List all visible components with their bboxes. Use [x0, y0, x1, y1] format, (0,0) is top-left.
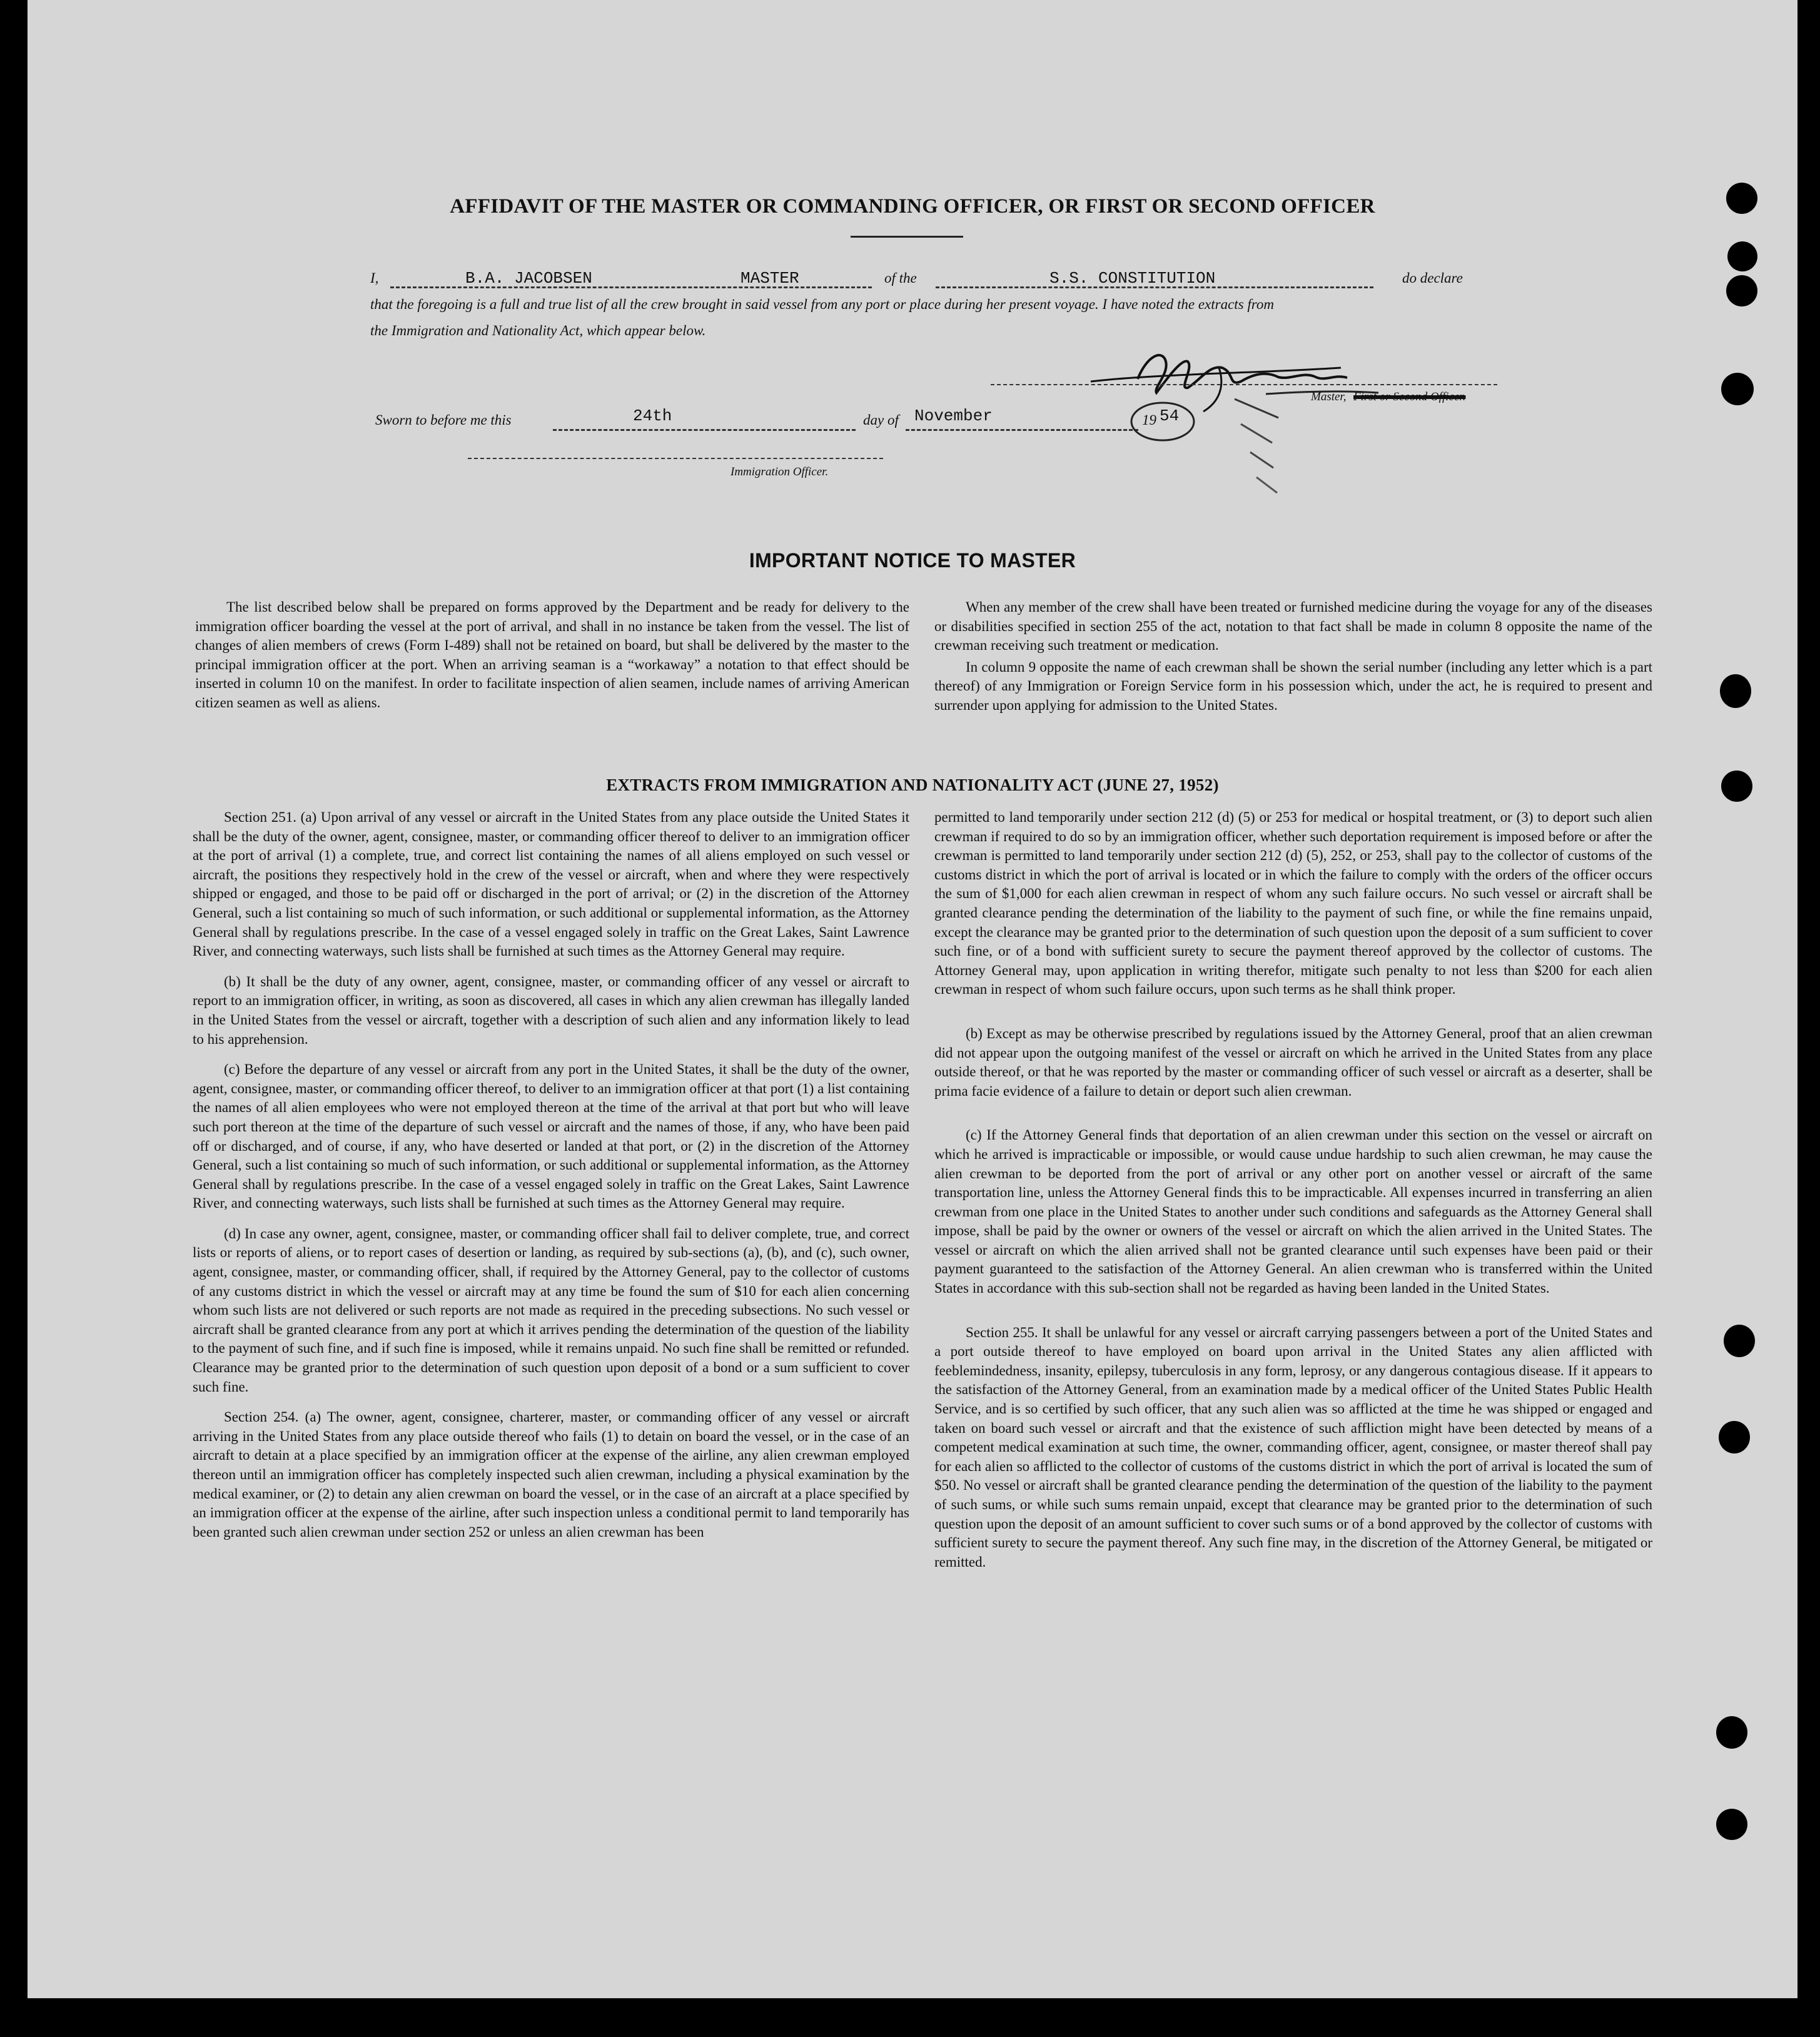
immigration-officer-label: Immigration Officer.	[731, 465, 829, 478]
declaration-statement-1: that the foregoing is a full and true list of all the crew brought in said vessel from any port or place during her present voyage. I have noted the extracts from	[370, 296, 1274, 312]
year-circle	[1128, 398, 1197, 445]
punch-hole	[1716, 1716, 1747, 1749]
punch-hole	[1720, 674, 1751, 708]
section-251-b: (b) It shall be the duty of any owner, agent, consignee, master, or commanding officer of any vessel or aircraft to report to an immigration officer, in writing, as soon as discovered, all cases in which any alien crewman has illegally landed in the United States from the vessel or aircraft, together with a description of such alien and any information likely to lead to his apprehension.	[193, 973, 909, 1047]
punch-hole	[1726, 183, 1757, 214]
year-suffix: 54	[1160, 407, 1180, 425]
section-251-d: (d) In case any owner, agent, consignee, master, or commanding officer shall fail to deliver complete, true, and correct lists or reports of aliens, or to report cases of desertion or landing, as required by sub-sections (a), (b), and (c), such owner, agent, consignee, master, or commanding officer, shall, if required by the Attorney General, pay to the collector of customs of any customs district in which the vessel or aircraft may at any time be found the sum of $10 for each alien concerning whom such lists are not delivered or such reports are not made as required in the preceding subsections. No such vessel or aircraft shall be granted clearance from any port at which it arrives pending the determination of the question of the liability to the payment of such fine, and if such fine is imposed, while it remains unpaid. No such fine shall be remitted or refunded. Clearance may be granted prior to the determination of such question upon deposit of a bond or a sum sufficient to cover such fine.	[193, 1225, 909, 1395]
notice-right-paragraph-1: When any member of the crew shall have been treated or furnished medicine during the voyage for any of the diseases or disabilities specified in section 255 of the act, notation to that fact shall be made in column 8 opposite the name of the crewman receiving such treatment or medication.	[934, 599, 1652, 654]
year-prefix: 19	[1142, 412, 1156, 428]
master-label: Master,	[1311, 390, 1347, 403]
affidavit-title: AFFIDAVIT OF THE MASTER OR COMMANDING OFFICER, OR FIRST OR SECOND OFFICER	[450, 195, 1375, 218]
day-underline	[553, 429, 856, 431]
extracts-title: EXTRACTS FROM IMMIGRATION AND NATIONALITY ACT (JUNE 27, 1952)	[606, 776, 1219, 794]
name-underline	[390, 286, 872, 288]
notice-title: IMPORTANT NOTICE TO MASTER	[749, 549, 1076, 572]
document-page	[28, 0, 1797, 1998]
notice-right-column	[934, 598, 1652, 727]
section-254-a-continued: permitted to land temporarily under section 212 (d) (5) or 253 for medical or hospital treatment, or (3) to deport such alien crewman if required to do so by an immigration officer, whether such deportation requirement is imposed before or after the crewman is permitted to land temporarily under section 212 (d) (5), 252, or 253, shall pay to the collector of customs of the customs district in which the port of arrival is located or in which the failure to comply with the orders of the officer occurs the sum of $1,000 for each alien crewman in respect of whom any such failure occurs. No such vessel or aircraft shall be granted clearance pending the determination of the liability to the payment of such fine, or while the fine remains unpaid, except the clearance may be granted prior to the determination of such question upon the deposit of a sum sufficient to cover such fine, or of a bond with sufficient surety to secure the payment thereof approved by the collector of customs. The Attorney General may, upon application in writing therefor, mitigate such penalty to not less than $200 for each alien crewman in respect of whom such failure occurs, upon such terms as he shall think proper.	[934, 809, 1652, 998]
section-251-a: Section 251. (a) Upon arrival of any vessel or aircraft in the United States from any place outside the United States it shall be the duty of the owner, agent, consignee, master, or commanding officer thereof to deliver to an immigration officer at the port of arrival (1) a complete, true, and correct list containing the names of all aliens employed on such vessel or aircraft, the positions they respectively hold in the crew of the vessel or aircraft, when and where they were respectively shipped or engaged, and those to be paid off or discharged in the port of arrival; or (2) in the discretion of the Attorney General, such a list containing so much of such information, or such additional or supplemental information, as the Attorney General shall by regulations prescribe. In the case of a vessel engaged solely in traffic on the Great Lakes, Saint Lawrence River, and connecting waterways, such lists shall be furnished at such times as the Attorney General may require.	[193, 809, 909, 959]
punch-hole	[1719, 1421, 1750, 1453]
vessel-name: S.S. CONSTITUTION	[1049, 269, 1216, 288]
section-254-a: Section 254. (a) The owner, agent, consignee, charterer, master, or commanding officer of any vessel or aircraft arriving in the United States from any place outside thereof who fails (1) to detain on board the vessel, or in the case of an aircraft to detain at a place specified by an immigration officer at the expense of the airline, any alien crewman employed thereon until an immigration officer has completely inspected such alien crewman, including a physical examination by the medical examiner, or (2) to detain any alien crewman on board the vessel, or in the case of an aircraft at a place specified by an immigration officer at the expense of the airline, after such inspection unless a conditional permit to land temporarily has been granted such alien crewman under section 252 or unless an alien crewman has been	[193, 1409, 909, 1540]
extracts-left-column	[193, 808, 909, 1553]
punch-hole	[1721, 373, 1754, 405]
struck-officer-label: First or Second Officer.	[1353, 390, 1466, 403]
i-label: I,	[370, 270, 379, 286]
notice-left-column	[195, 598, 909, 724]
sworn-month: November	[914, 407, 993, 425]
section-251-c: (c) Before the departure of any vessel or aircraft from any port in the United States, it shall be the duty of the owner, agent, consignee, master, or commanding officer thereof, to deliver to an immigration officer at that port (1) a list containing the names of all alien employees who were not employed thereon at the time of the arrival at that port but who will leave such port thereon at the time of the departure of such vessel or aircraft and the names of those, if any, who have been paid off or discharged, and of course, if any, who have deserted or landed at that port, or (2) in the discretion of the Attorney General, such a list containing so much of such information, or such additional or supplemental information, as the Attorney General shall by regulations prescribe. In the case of a vessel engaged solely in traffic on the Great Lakes, Saint Lawrence River, and connecting waterways, such lists shall be furnished at such times as the Attorney General may require.	[193, 1061, 909, 1211]
sworn-day: 24th	[633, 407, 672, 425]
punch-hole	[1724, 1325, 1755, 1357]
punch-hole	[1716, 1809, 1747, 1840]
officer-signature-line	[468, 458, 883, 459]
punch-hole	[1726, 275, 1757, 306]
month-underline	[906, 429, 1138, 431]
punch-hole	[1727, 241, 1757, 271]
section-255: Section 255. It shall be unlawful for any vessel or aircraft carrying passengers between a port of the United States and a port outside thereof to have employed on board upon arrival in the United States any alien afflicted with feeblemindedness, insanity, epilepsy, tuberculosis in any form, leprosy, or any dangerous contagious disease. If it appears to the satisfaction of the Attorney General, from an examination made by a medical officer of the United States Public Health Service, and is so certified by such officer, that any such alien was so afflicted at the time he was shipped or engaged and taken on board such vessel or aircraft and that the existence of such affliction might have been detected by means of a competent medical examination at such time, the owner, commanding officer, agent, consignee, or master thereof shall pay for each alien so afflicted to the collector of customs of the customs district in which the port of arrival is located the sum of $50. No vessel or aircraft shall be granted clearance pending the determination of the question of the liability to the payment of such sums, or while such sums remain unpaid, except that clearance may be granted prior to the determination of such question upon the deposit of an amount sufficient to cover such sums or of a bond approved by the collector of customs with sufficient surety to secure the payment thereof. Any such fine may, in the discretion of the Attorney General, be mitigated or remitted.	[934, 1324, 1652, 1570]
section-254-c: (c) If the Attorney General finds that deportation of an alien crewman under this section on the vessel or aircraft on which he arrived is impracticable or impossible, or would cause undue hardship to such alien crewman, he may cause the alien crewman to be deported from the port of arrival or any other port on another vessel or aircraft of the same transportation line, unless the Attorney General finds this to be impracticable. All expenses incurred in transferring an alien crewman from one place in the United States to another under such conditions and safeguards as the Attorney General shall impose, shall be paid by the owner or owners of the vessel or aircraft on which the alien arrived in the United States. The vessel or aircraft on which the alien arrived shall not be granted clearance until such expenses have been paid or their payment guaranteed to the satisfaction of the Attorney General. An alien crewman who is transferred within the United States in accordance with this sub-section shall not be regarded as having been landed in the United States.	[934, 1127, 1652, 1297]
master-name: B.A. JACOBSEN	[465, 269, 592, 288]
do-declare-label: do declare	[1402, 270, 1463, 286]
declaration-statement-2: the Immigration and Nationality Act, which appear below.	[370, 323, 706, 338]
day-of-label: day of	[863, 412, 899, 428]
title-rule	[851, 236, 963, 238]
of-the-label: of the	[884, 270, 917, 286]
section-254-b: (b) Except as may be otherwise prescribed by regulations issued by the Attorney General, proof that an alien crewman did not appear upon the outgoing manifest of the vessel or aircraft on which he arrived in the United States from any place outside thereof, or that he was reported by the master or commanding officer of such vessel or aircraft as a deserter, shall be prima facie evidence of a failure to detain or deport such alien crewman.	[934, 1025, 1652, 1099]
signature-line	[991, 384, 1497, 385]
extracts-right-column	[934, 808, 1652, 1583]
punch-hole	[1721, 771, 1752, 802]
notice-left-paragraph: The list described below shall be prepared on forms approved by the Department and be ready for delivery to the immigration officer boarding the vessel at the port of arrival, and shall in no instance be taken from the vessel. The list of changes of alien members of crews (Form I-489) shall not be retained on board, but shall be delivered by the master to the principal immigration officer at the port. When an arriving seaman is a “workaway” a notation to that effect should be inserted in column 10 on the manifest. In order to facilitate inspection of alien seamen, include names of arriving American citizen seamen as well as aliens.	[195, 599, 909, 710]
sworn-label: Sworn to before me this	[375, 412, 512, 428]
notice-right-paragraph-2: In column 9 opposite the name of each crewman shall be shown the serial number (including any letter which is a part thereof) of any Immigration or Foreign Service form in his possession which, under the act, he is required to present and surrender upon applying for admission to the United States.	[934, 659, 1652, 713]
master-rank: MASTER	[741, 269, 799, 288]
